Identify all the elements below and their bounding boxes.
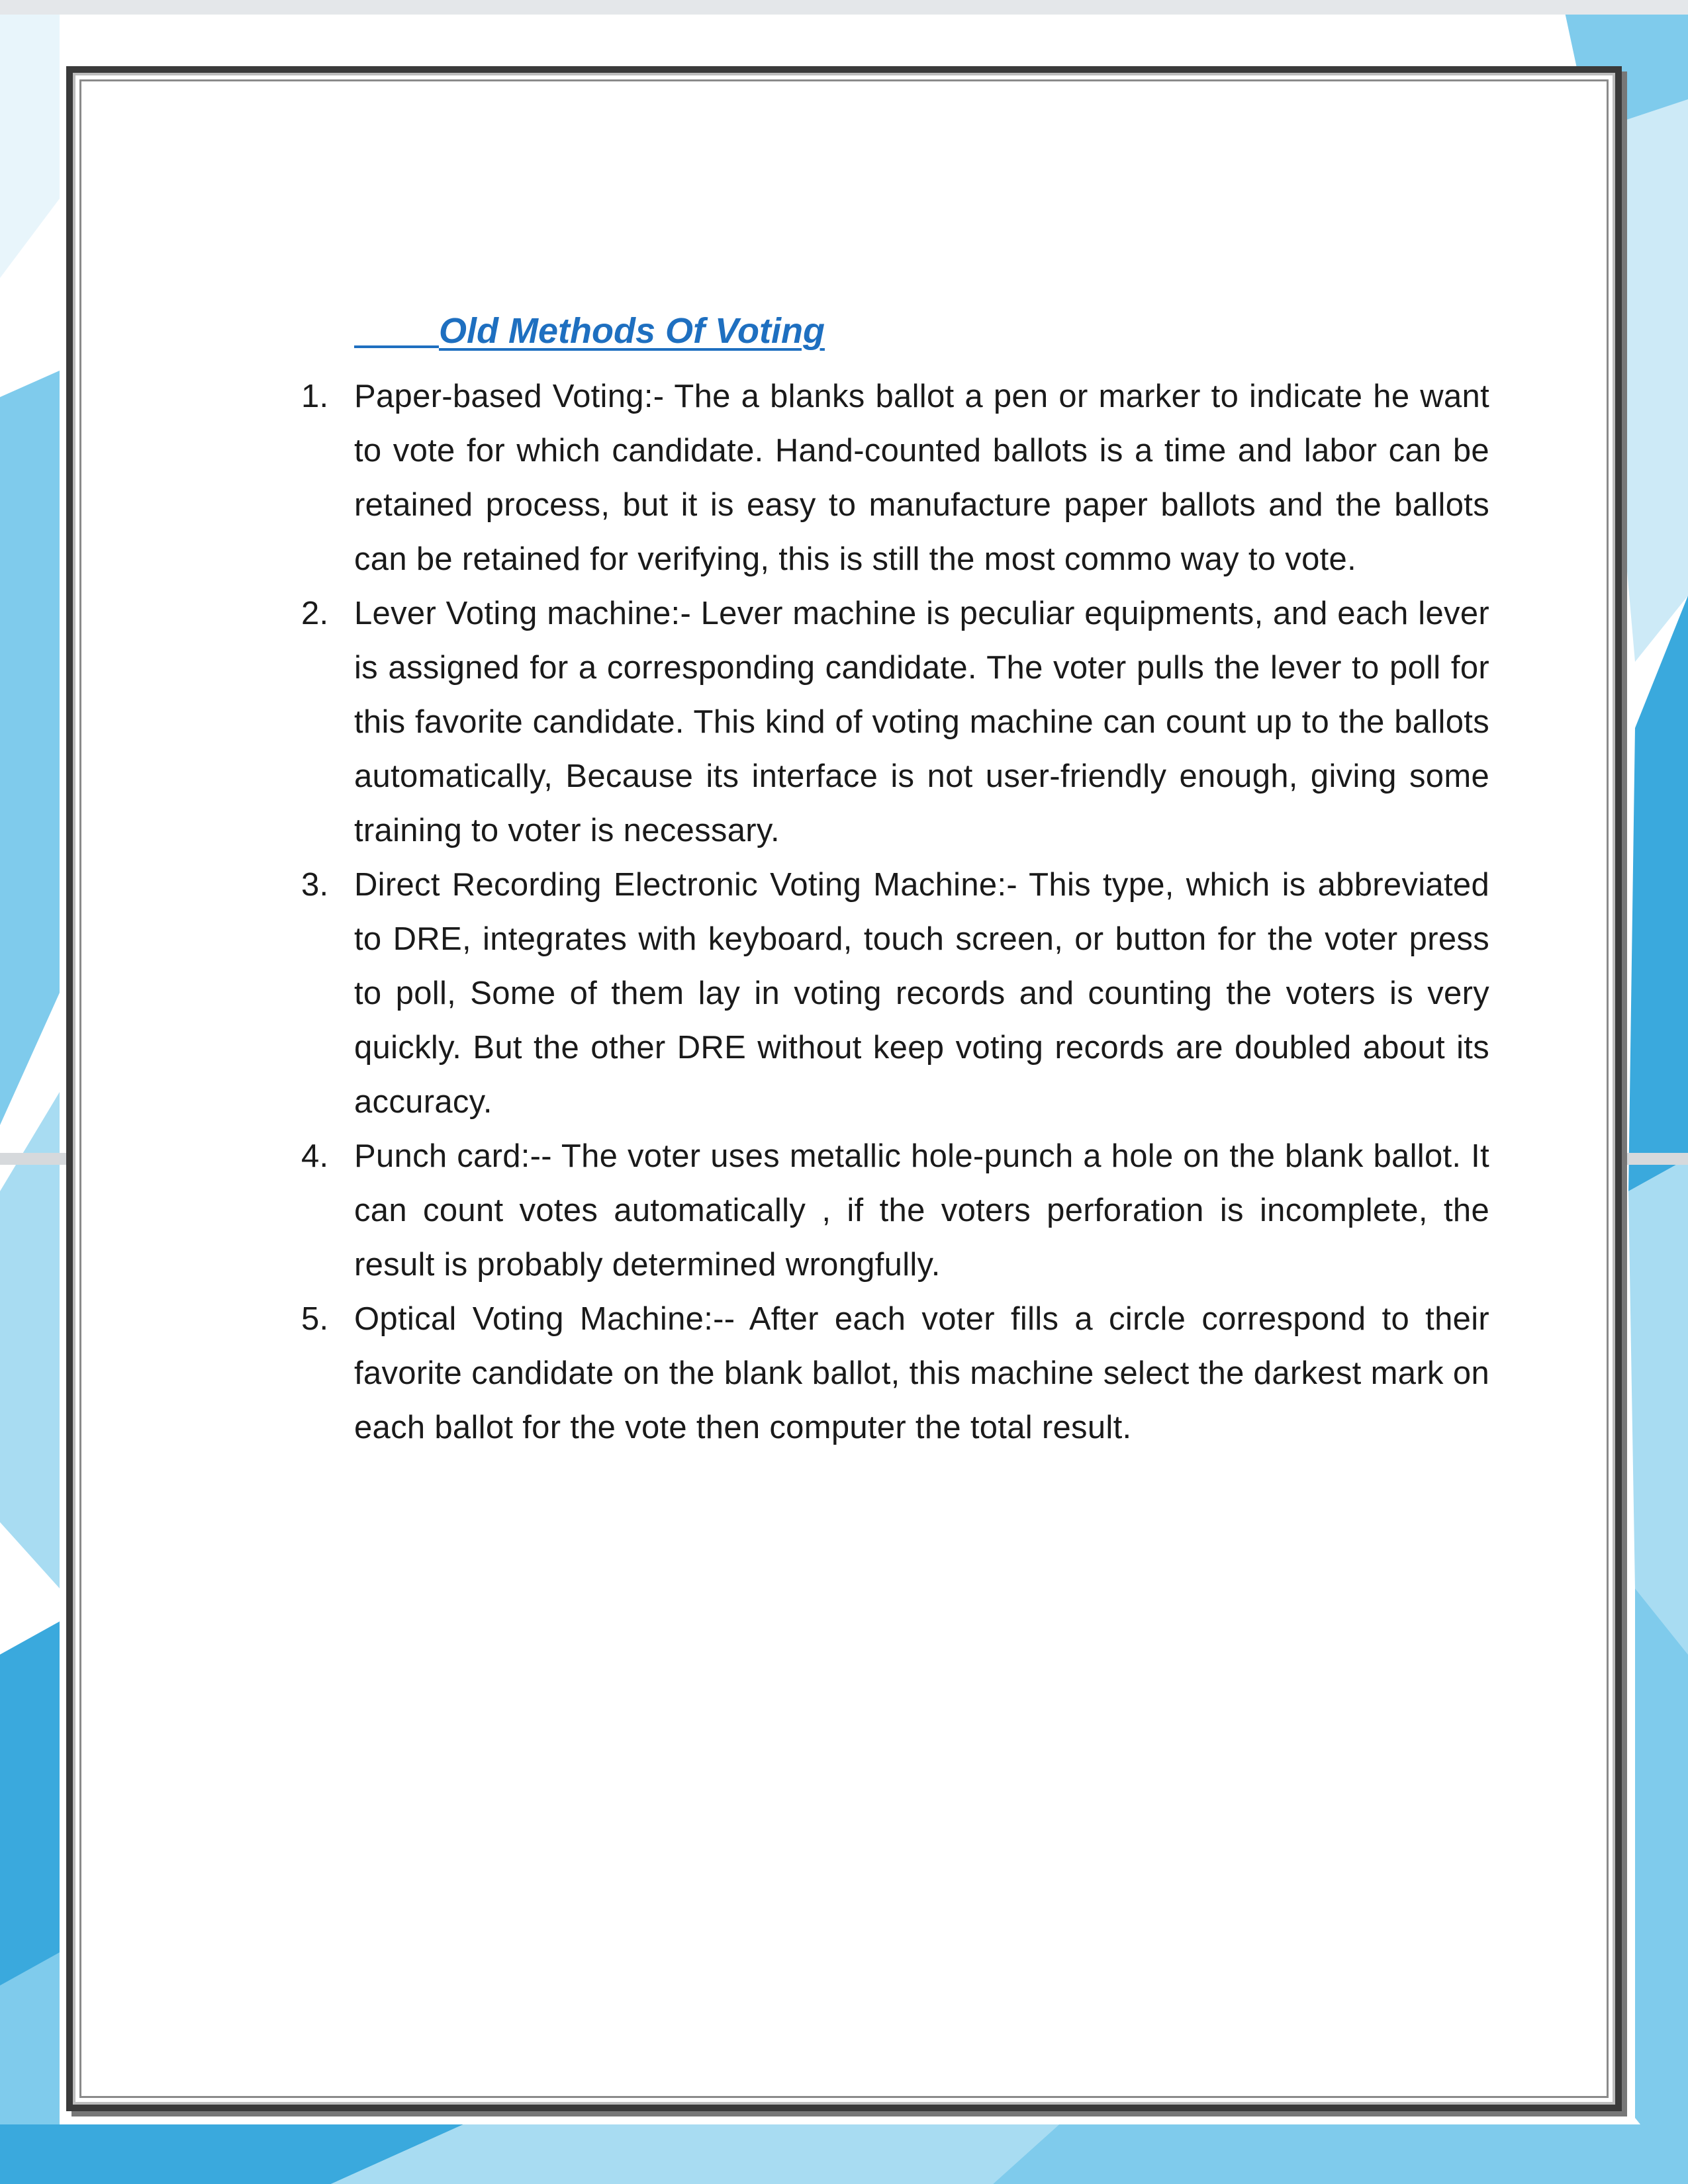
list-item-number: 3. bbox=[301, 867, 329, 903]
document-title: Old Methods Of Voting bbox=[439, 311, 825, 351]
list-item-text: Punch card:-- The voter uses metallic hole-punch a hole on the blank ballot. It can count votes automatically , if the voters perforation is incomplete, the result is probably determined wrongfully. bbox=[354, 1138, 1489, 1283]
list-item-number: 1. bbox=[301, 379, 329, 414]
list-item-text: Optical Voting Machine:-- After each voter fills a circle correspond to their favorite candidate on the blank ballot, this machine select the darkest mark on each ballot for the vote then computer the total result. bbox=[354, 1301, 1489, 1445]
list-item-number: 4. bbox=[301, 1138, 329, 1174]
list-item-number: 5. bbox=[301, 1301, 329, 1337]
document-heading bbox=[354, 298, 1489, 364]
voting-methods-list bbox=[295, 369, 1489, 1455]
list-item bbox=[295, 1292, 1489, 1455]
list-item-text: Direct Recording Electronic Voting Machine:- This type, which is abbreviated to DRE, integrates with keyboard, touch screen, or button for the voter press to poll, Some of them lay in voting records and counting the voters is very quickly. But the other DRE without keep voting records are doubled about its accuracy. bbox=[354, 867, 1489, 1120]
list-item bbox=[295, 1129, 1489, 1292]
list-item bbox=[295, 858, 1489, 1129]
list-item-number: 2. bbox=[301, 596, 329, 631]
document-content bbox=[295, 298, 1489, 1455]
list-item bbox=[295, 369, 1489, 586]
list-item bbox=[295, 586, 1489, 858]
list-item-text: Lever Voting machine:- Lever machine is peculiar equipments, and each lever is assigned for a corresponding candidate. The voter pulls the lever to poll for this favorite candidate. This kind of voting machine can count up to the ballots automatically, Because its interface is not user-friendly enough, giving some training to voter is necessary. bbox=[354, 596, 1489, 848]
list-item-text: Paper-based Voting:- The a blanks ballot a pen or marker to indicate he want to vote for which candidate. Hand-counted ballots is a time and labor can be retained process, but it is easy to manufacture paper ballots and the ballots can be retained for verifying, this is still the most commo way to vote. bbox=[354, 379, 1489, 577]
heading-underline-pad bbox=[354, 298, 439, 348]
